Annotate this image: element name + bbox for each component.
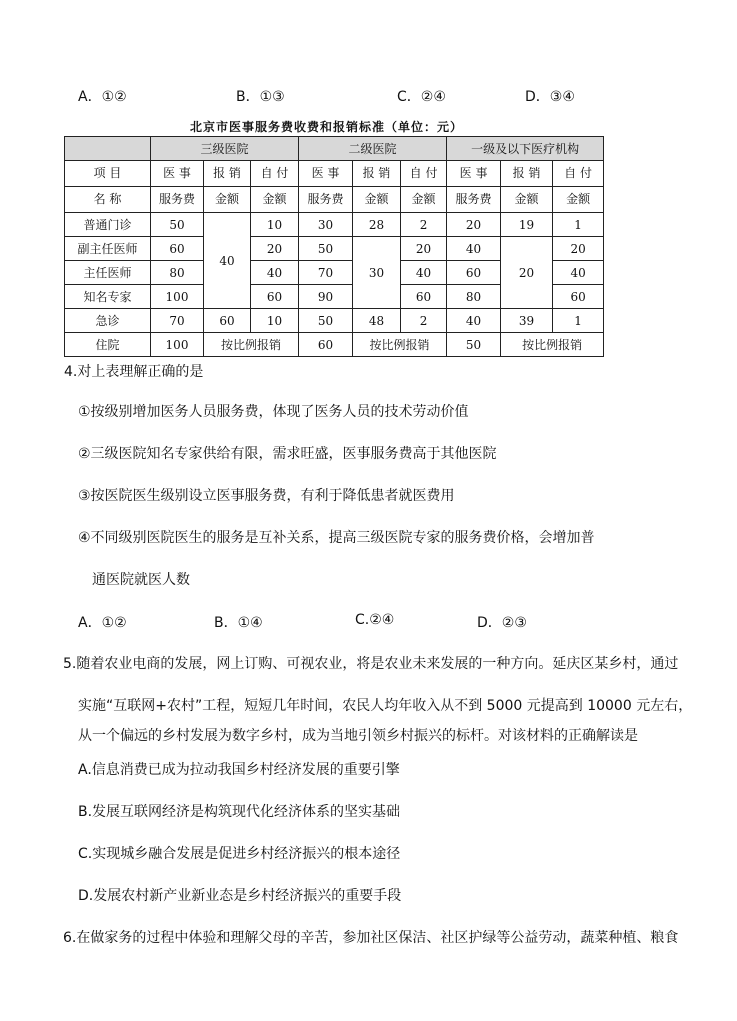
group-level3: 三级医院 [151,137,299,161]
table-cell: 40 [204,213,251,309]
table-cell: 28 [353,213,401,237]
table-cell: 40 [447,237,501,261]
table-cell: 60 [151,237,204,261]
q5-option-b: B.发展互联网经济是构筑现代化经济体系的坚实基础 [78,804,401,820]
q5-option-a: A.信息消费已成为拉动我国乡村经济发展的重要引擎 [78,762,400,778]
table-cell: 20 [251,237,299,261]
row-name: 知名专家 [65,285,151,309]
row-name: 主任医师 [65,261,151,285]
table-cell: 1 [553,309,604,333]
table-cell: 70 [151,309,204,333]
table-cell: 30 [299,213,353,237]
table-row [65,237,604,261]
q5-line-1: 5.随着农业电商的发展，网上订购、可视农业，将是农业未来发展的一种方向。延庆区某乡村，通过 [63,656,679,672]
table-cell: 60 [401,285,447,309]
table-cell: 40 [553,261,604,285]
q5-option-c: C.实现城乡融合发展是促进乡村经济振兴的根本途径 [78,846,401,862]
table-row [65,333,604,357]
q4-item-4-cont: 通医院就医人数 [92,572,190,588]
table-cell: 60 [299,333,353,357]
table-cell: 40 [401,261,447,285]
table-cell: 100 [151,285,204,309]
table-cell: 48 [353,309,401,333]
table-cell: 60 [204,309,251,333]
table-cell: 90 [299,285,353,309]
q5-line-3: 从一个偏远的乡村发展为数字乡村，成为当地引领乡村振兴的标杆。对该材料的正确解读是 [78,728,638,744]
table-group-row [65,137,604,161]
table-cell: 39 [501,309,553,333]
header-cell: 金额 [251,187,299,213]
q4-item-3: ③按医院医生级别设立医事服务费，有利于降低患者就医费用 [78,488,455,504]
row-name: 普通门诊 [65,213,151,237]
header-cell: 自 付 [401,161,447,187]
table-cell: 10 [251,213,299,237]
table-corner [65,137,151,161]
row-name: 住院 [65,333,151,357]
table-cell: 60 [251,285,299,309]
header-cell: 报 销 [353,161,401,187]
header-cell: 医 事 [447,161,501,187]
header-cell: 自 付 [251,161,299,187]
table-cell: 按比例报销 [204,333,299,357]
q4-item-2: ②三级医院知名专家供给有限，需求旺盛，医事服务费高于其他医院 [78,446,497,462]
header-cell: 金额 [501,187,553,213]
table-cell: 40 [447,309,501,333]
table-cell: 100 [151,333,204,357]
table-cell: 20 [553,237,604,261]
q5-option-d: D.发展农村新产业新业态是乡村经济振兴的重要手段 [78,888,402,904]
header-cell: 服务费 [151,187,204,213]
header-cell: 名 称 [65,187,151,213]
table-cell: 60 [553,285,604,309]
q3-option-c: C．②④ [397,89,446,105]
header-cell: 报 销 [204,161,251,187]
row-name: 急诊 [65,309,151,333]
table-row [65,309,604,333]
table-cell: 50 [299,237,353,261]
table-cell: 30 [353,237,401,309]
table-cell: 20 [401,237,447,261]
table-cell: 10 [251,309,299,333]
table-cell: 50 [299,309,353,333]
q6-line-1: 6.在做家务的过程中体验和理解父母的辛苦，参加社区保洁、社区护绿等公益劳动，蔬菜种植、粮食 [63,930,679,946]
table-cell: 按比例报销 [353,333,447,357]
row-name: 副主任医师 [65,237,151,261]
header-cell: 服务费 [299,187,353,213]
header-cell: 金额 [553,187,604,213]
header-cell: 服务费 [447,187,501,213]
header-cell: 项 目 [65,161,151,187]
header-cell: 金额 [401,187,447,213]
q4-item-1: ①按级别增加医务人员服务费，体现了医务人员的技术劳动价值 [78,404,469,420]
table-cell: 80 [447,285,501,309]
header-cell: 金额 [353,187,401,213]
q4-stem: 4.对上表理解正确的是 [64,364,204,380]
q3-option-d: D．③④ [525,89,575,105]
group-level1: 一级及以下医疗机构 [447,137,604,161]
q3-option-a: A．①② [78,89,127,105]
q4-option-b: B．①④ [214,615,263,631]
table-title: 北京市医事服务费收费和报销标准（单位：元） [190,120,464,134]
q3-option-b: B．①③ [236,89,285,105]
group-level2: 二级医院 [299,137,447,161]
fee-table [64,136,604,357]
table-cell: 60 [447,261,501,285]
table-cell: 50 [151,213,204,237]
header-cell: 自 付 [553,161,604,187]
q4-item-4: ④不同级别医院医生的服务是互补关系，提高三级医院专家的服务费价格，会增加普 [78,530,595,546]
table-cell: 40 [251,261,299,285]
q5-line-2: 实施“互联网+农村”工程，短短几年时间，农民人均年收入从不到 5000 元提高到 10000 元左右， [78,698,693,714]
table-cell: 50 [447,333,501,357]
header-cell: 报 销 [501,161,553,187]
table-cell: 20 [501,237,553,309]
table-header-row-1 [65,161,604,187]
q4-option-a: A．①② [78,615,127,631]
table-header-row-2 [65,187,604,213]
q4-option-c: C.②④ [355,612,395,628]
table-cell: 2 [401,213,447,237]
header-cell: 金额 [204,187,251,213]
table-row [65,213,604,237]
table-cell: 按比例报销 [501,333,604,357]
table-cell: 19 [501,213,553,237]
q4-option-d: D．②③ [477,615,527,631]
table-cell: 70 [299,261,353,285]
table-cell: 80 [151,261,204,285]
header-cell: 医 事 [151,161,204,187]
table-cell: 20 [447,213,501,237]
header-cell: 医 事 [299,161,353,187]
table-cell: 2 [401,309,447,333]
table-cell: 1 [553,213,604,237]
